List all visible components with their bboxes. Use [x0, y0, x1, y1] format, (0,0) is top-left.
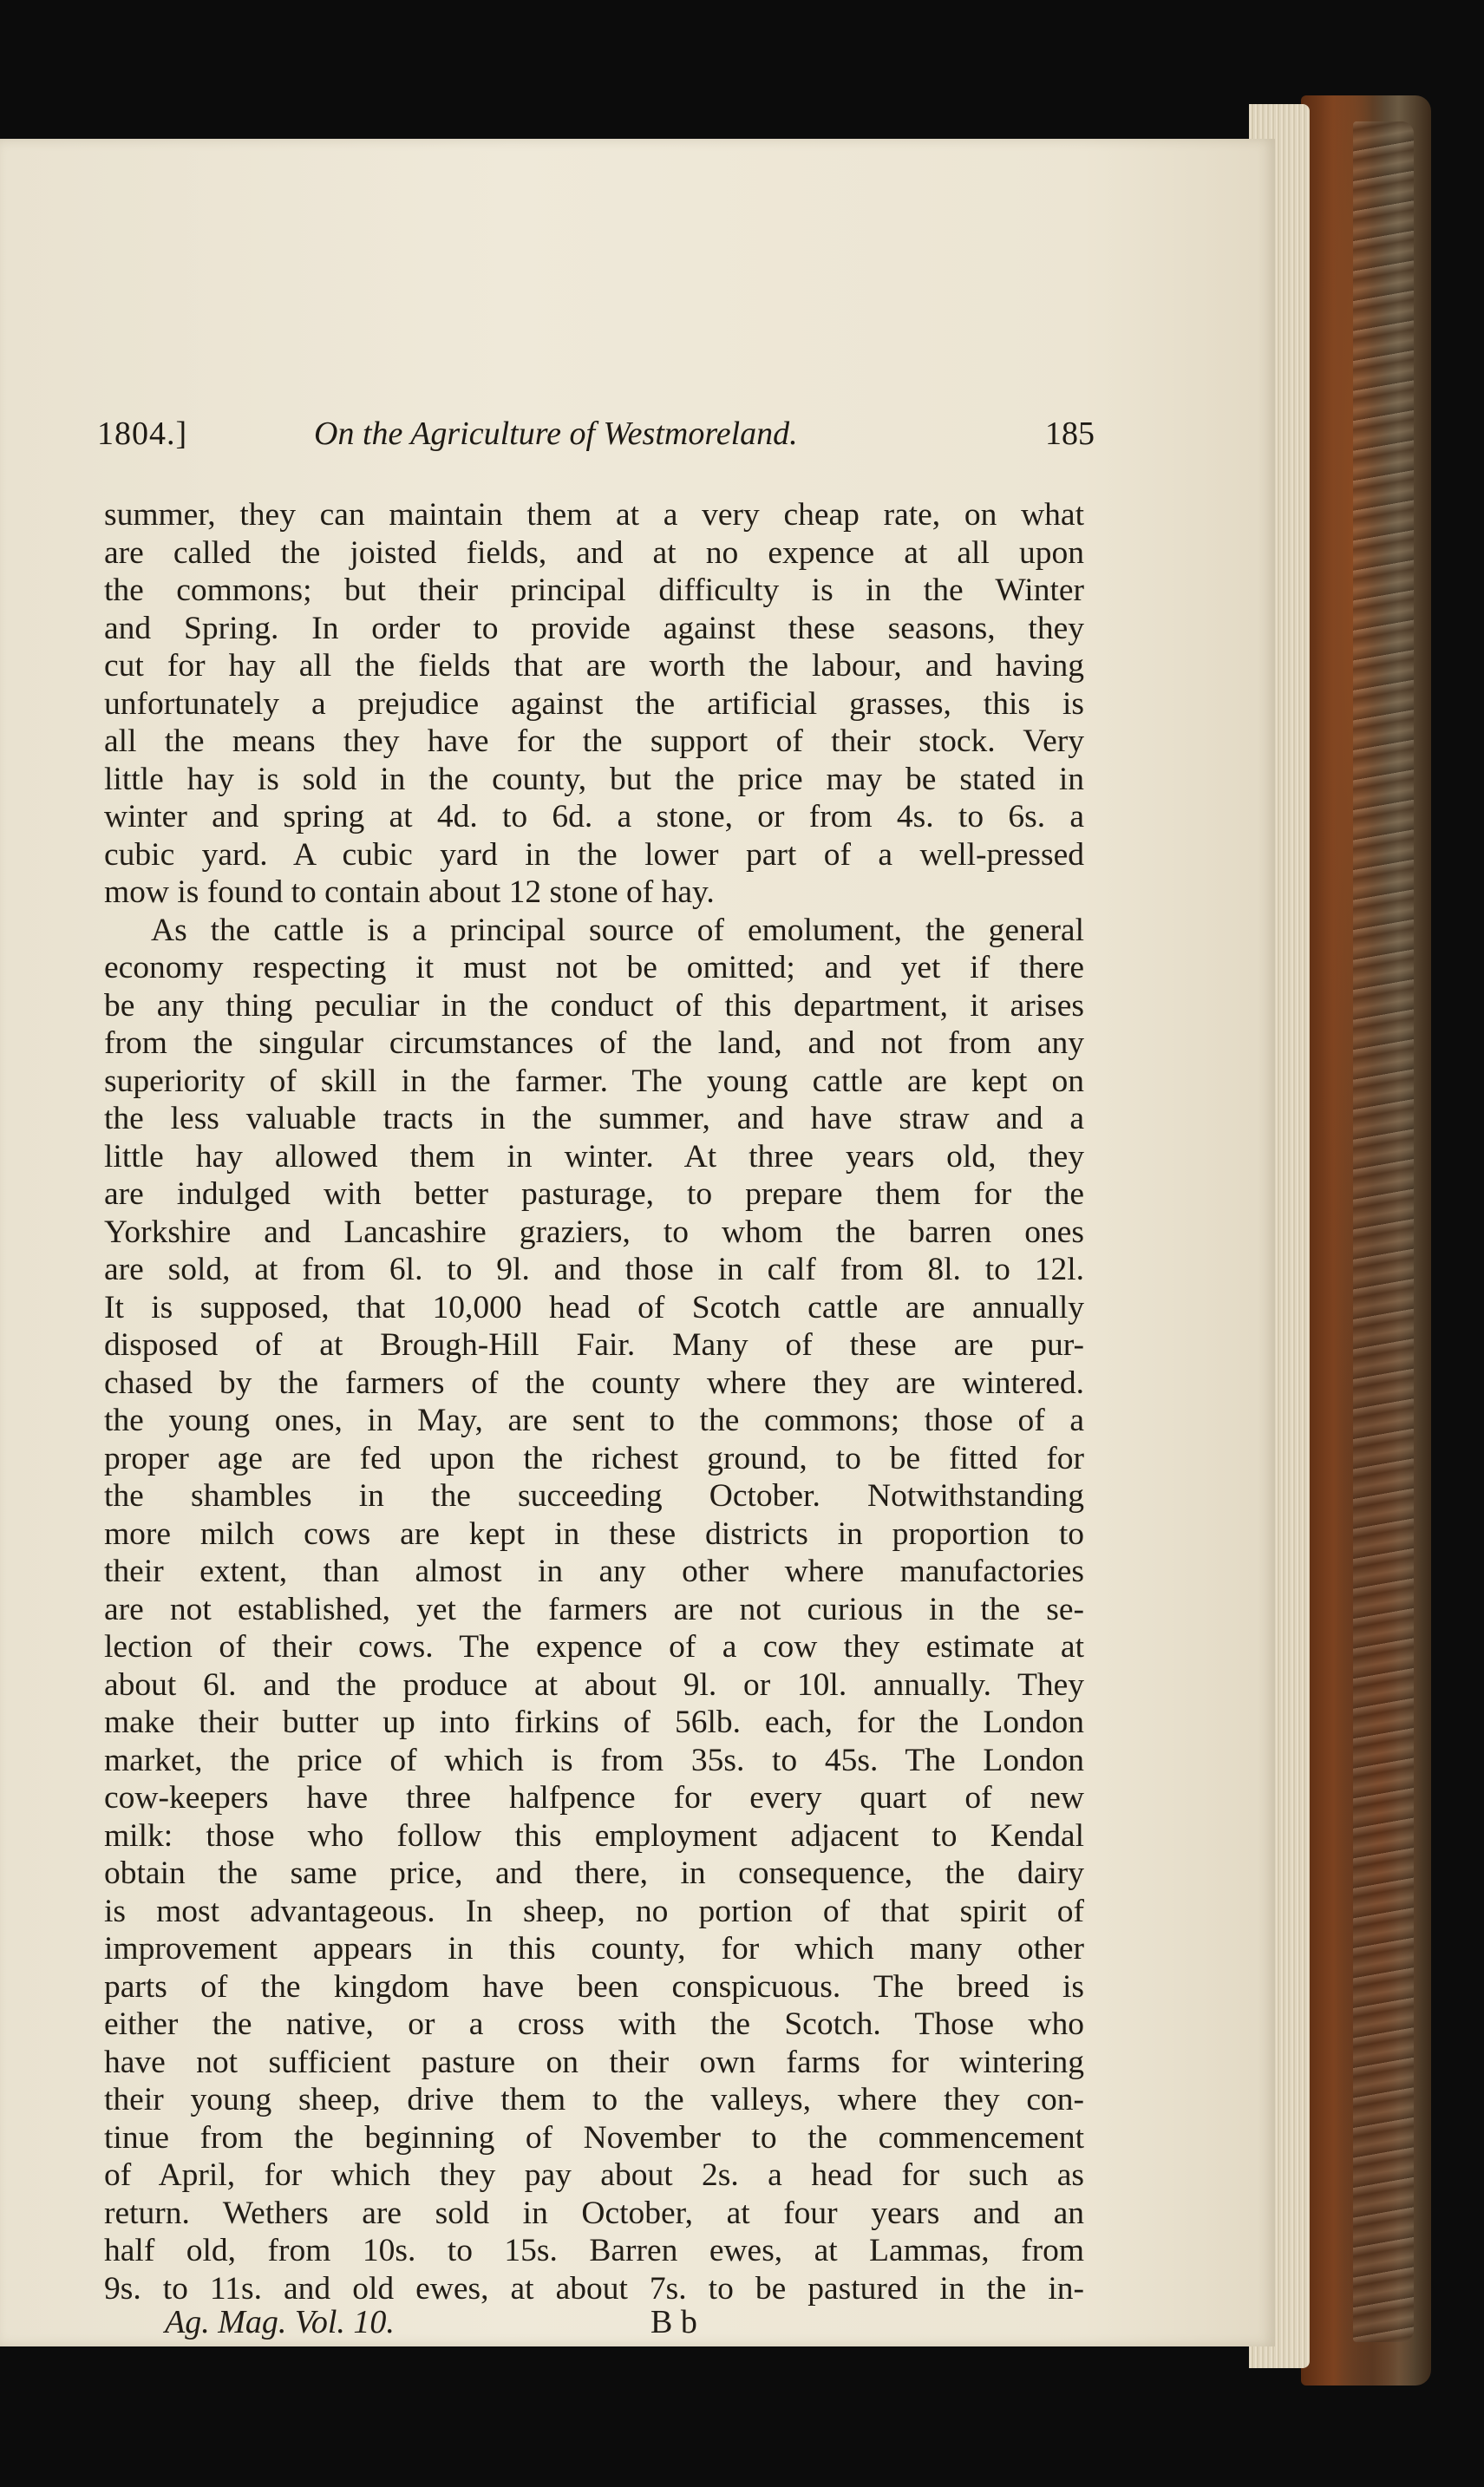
page-number: 185 — [1045, 416, 1095, 452]
text-line: the young ones, in May, are sent to the commons; those of a — [104, 1403, 1084, 1438]
text-line: is most advantageous. In sheep, no portion of that spirit of — [104, 1893, 1084, 1929]
text-line: are sold, at from 6l. to 9l. and those in calf from 8l. to 12l. — [104, 1252, 1084, 1287]
body-text — [104, 496, 1084, 2307]
book-page — [0, 139, 1275, 2346]
signature-mark: B b — [650, 2304, 697, 2340]
text-line: the less valuable tracts in the summer, and have straw and a — [104, 1101, 1084, 1136]
text-line: the shambles in the succeeding October. Notwithstanding — [104, 1478, 1084, 1514]
text-line: little hay is sold in the county, but the price may be stated in — [104, 761, 1084, 797]
text-line: make their butter up into firkins of 56lb. each, for the London — [104, 1705, 1084, 1740]
text-line: lection of their cows. The expence of a cow they estimate at — [104, 1629, 1084, 1665]
text-line: from the singular circumstances of the land, and not from any — [104, 1025, 1084, 1061]
text-line: all the means they have for the support of their stock. Very — [104, 723, 1084, 759]
marbled-cover-pattern — [1353, 121, 1414, 2342]
text-line: cut for hay all the fields that are worth the labour, and having — [104, 648, 1084, 684]
text-line: Yorkshire and Lancashire graziers, to whom the barren ones — [104, 1214, 1084, 1250]
text-line: have not sufficient pasture on their own farms for wintering — [104, 2044, 1084, 2080]
text-line: be any thing peculiar in the conduct of this department, it arises — [104, 987, 1084, 1024]
text-line: It is supposed, that 10,000 head of Scotch cattle are annually — [104, 1289, 1084, 1325]
text-line: of April, for which they pay about 2s. a head for such as — [104, 2157, 1084, 2193]
paragraph-start-line: As the cattle is a principal source of emolument, the general — [151, 912, 1084, 948]
text-line: winter and spring at 4d. to 6d. a stone, or from 4s. to 6s. a — [104, 799, 1084, 834]
text-line: their extent, than almost in any other where manufactories — [104, 1554, 1084, 1589]
text-line: are called the joisted fields, and at no expence at all upon — [104, 534, 1084, 571]
header-year: 1804.] — [97, 416, 188, 452]
text-line: tinue from the beginning of November to the commencement — [104, 2119, 1084, 2156]
text-line: disposed of at Brough-Hill Fair. Many of these are pur- — [104, 1327, 1084, 1363]
text-line: and Spring. In order to provide against these seasons, they — [104, 610, 1084, 646]
page-footer — [165, 2303, 859, 2343]
text-line: economy respecting it must not be omitted; and yet if there — [104, 950, 1084, 985]
text-line: proper age are fed upon the richest ground, to be fitted for — [104, 1440, 1084, 1476]
text-line: their young sheep, drive them to the valleys, where they con- — [104, 2082, 1084, 2117]
text-line: obtain the same price, and there, in consequence, the dairy — [104, 1855, 1084, 1891]
text-line: milk: those who follow this employment adjacent to Kendal — [104, 1817, 1084, 1854]
text-line: 9s. to 11s. and old ewes, at about 7s. to be pastured in the in- — [104, 2270, 1084, 2307]
header-title: On the Agriculture of Westmoreland. — [314, 416, 798, 452]
text-line: superiority of skill in the farmer. The young cattle are kept on — [104, 1063, 1084, 1099]
text-line: chased by the farmers of the county where they are wintered. — [104, 1365, 1084, 1401]
text-line: little hay allowed them in winter. At three years old, they — [104, 1138, 1084, 1175]
text-line: mow is found to contain about 12 stone of hay. — [104, 874, 715, 910]
running-head — [97, 415, 1095, 456]
text-line: return. Wethers are sold in October, at four years and an — [104, 2195, 1084, 2231]
text-line: are indulged with better pasturage, to prepare them for the — [104, 1176, 1084, 1212]
text-line: parts of the kingdom have been conspicuous. The breed is — [104, 1968, 1084, 2005]
text-line: improvement appears in this county, for which many other — [104, 1931, 1084, 1967]
text-line: unfortunately a prejudice against the artificial grasses, this is — [104, 685, 1084, 722]
text-line: market, the price of which is from 35s. to 45s. The London — [104, 1742, 1084, 1778]
text-line: more milch cows are kept in these districts in proportion to — [104, 1515, 1084, 1552]
text-line: are not established, yet the farmers are not curious in the se- — [104, 1591, 1084, 1627]
text-line: about 6l. and the produce at about 9l. or 10l. annually. They — [104, 1666, 1084, 1703]
text-line: summer, they can maintain them at a very cheap rate, on what — [104, 497, 1084, 533]
text-line: half old, from 10s. to 15s. Barren ewes, at Lammas, from — [104, 2233, 1084, 2268]
text-line: the commons; but their principal difficulty is in the Winter — [104, 573, 1084, 608]
text-line: either the native, or a cross with the Scotch. Those who — [104, 2006, 1084, 2042]
signature-line: Ag. Mag. Vol. 10. — [165, 2304, 395, 2340]
text-line: cow-keepers have three halfpence for every quart of new — [104, 1780, 1084, 1816]
text-line: cubic yard. A cubic yard in the lower part of a well-pressed — [104, 836, 1084, 873]
